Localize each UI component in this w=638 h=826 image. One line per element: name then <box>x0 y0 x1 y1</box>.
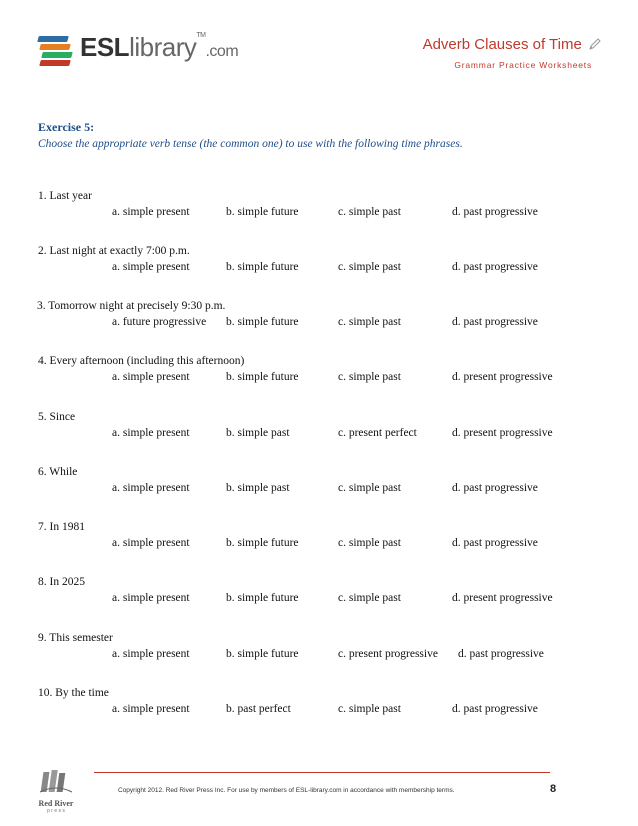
question-item <box>38 466 618 498</box>
option-a[interactable]: a. simple present <box>112 592 190 604</box>
option-d[interactable]: d. present progressive <box>452 427 553 439</box>
press-logo-name: Red River <box>38 799 74 808</box>
option-b[interactable]: b. simple past <box>226 427 290 439</box>
worksheet-title <box>423 36 602 53</box>
question-item <box>38 245 618 277</box>
option-b[interactable]: b. simple past <box>226 482 290 494</box>
logo-wordmark <box>80 32 238 63</box>
copyright-text: Copyright 2012. Red River Press Inc. For use by members of ESL-library.com in accordance with membership terms. <box>118 787 455 794</box>
question-item <box>38 355 618 387</box>
question-prompt: 3. Tomorrow night at precisely 9:30 p.m. <box>37 300 226 312</box>
esl-library-logo[interactable] <box>38 30 238 74</box>
option-a[interactable]: a. simple present <box>112 206 190 218</box>
question-prompt: 7. In 1981 <box>38 521 85 533</box>
option-b[interactable]: b. simple future <box>226 261 299 273</box>
answer-options <box>38 648 618 664</box>
option-d[interactable]: d. past progressive <box>452 537 538 549</box>
pencil-icon <box>588 37 602 51</box>
option-c[interactable]: c. simple past <box>338 537 401 549</box>
option-c[interactable]: c. simple past <box>338 261 401 273</box>
option-b[interactable]: b. simple future <box>226 206 299 218</box>
answer-options <box>38 316 618 332</box>
option-d[interactable]: d. past progressive <box>458 648 544 660</box>
option-a[interactable]: a. simple present <box>112 703 190 715</box>
question-prompt: 9. This semester <box>38 632 113 644</box>
question-item <box>38 632 618 664</box>
answer-options <box>38 371 618 387</box>
answer-options <box>38 703 618 719</box>
option-c[interactable]: c. simple past <box>338 482 401 494</box>
option-b[interactable]: b. simple future <box>226 537 299 549</box>
option-c[interactable]: c. present progressive <box>338 648 438 660</box>
question-prompt: 8. In 2025 <box>38 576 85 588</box>
worksheet-subtitle: Grammar Practice Worksheets <box>454 60 592 70</box>
option-d[interactable]: d. past progressive <box>452 482 538 494</box>
question-item <box>38 521 618 553</box>
question-prompt: 5. Since <box>38 411 76 423</box>
answer-options <box>38 427 618 443</box>
press-logo-sub: p r e s s <box>47 808 65 814</box>
option-a[interactable]: a. simple present <box>112 427 190 439</box>
option-a[interactable]: a. simple present <box>112 537 190 549</box>
books-icon <box>38 34 72 68</box>
question-item <box>38 576 618 608</box>
answer-options <box>38 482 618 498</box>
answer-options <box>38 206 618 222</box>
option-d[interactable]: d. present progressive <box>452 371 553 383</box>
page-number: 8 <box>550 783 557 795</box>
option-d[interactable]: d. past progressive <box>452 261 538 273</box>
option-d[interactable]: d. past progressive <box>452 316 538 328</box>
exercise-instruction: Choose the appropriate verb tense (the common one) to use with the following time phrases. <box>38 138 463 150</box>
footer-divider <box>94 772 550 773</box>
option-d[interactable]: d. present progressive <box>452 592 553 604</box>
option-d[interactable]: d. past progressive <box>452 703 538 715</box>
logo-rest: library <box>129 32 197 62</box>
answer-options <box>38 592 618 608</box>
question-prompt: 10. By the time <box>38 687 109 699</box>
option-d[interactable]: d. past progressive <box>452 206 538 218</box>
exercise-title: Exercise 5: <box>38 120 95 134</box>
option-b[interactable]: b. simple future <box>226 592 299 604</box>
question-prompt: 2. Last night at exactly 7:00 p.m. <box>38 245 190 257</box>
question-prompt: 6. While <box>38 466 78 478</box>
option-b[interactable]: b. simple future <box>226 371 299 383</box>
option-c[interactable]: c. present perfect <box>338 427 417 439</box>
option-c[interactable]: c. simple past <box>338 316 401 328</box>
answer-options <box>38 261 618 277</box>
logo-com: .com <box>205 43 239 60</box>
logo-bold: ESL <box>80 32 130 62</box>
option-c[interactable]: c. simple past <box>338 371 401 383</box>
option-a[interactable]: a. simple present <box>112 261 190 273</box>
option-c[interactable]: c. simple past <box>338 206 401 218</box>
question-item <box>38 411 618 443</box>
red-river-press-logo <box>36 768 76 818</box>
option-b[interactable]: b. past perfect <box>226 703 291 715</box>
answer-options <box>38 537 618 553</box>
question-item <box>38 687 618 719</box>
question-item <box>38 300 618 332</box>
option-c[interactable]: c. simple past <box>338 703 401 715</box>
option-b[interactable]: b. simple future <box>226 316 299 328</box>
option-a[interactable]: a. simple present <box>112 648 190 660</box>
question-prompt: 4. Every afternoon (including this afternoon) <box>38 355 245 367</box>
question-item <box>38 190 618 222</box>
option-a[interactable]: a. simple present <box>112 371 190 383</box>
option-a[interactable]: a. future progressive <box>112 316 207 328</box>
option-b[interactable]: b. simple future <box>226 648 299 660</box>
worksheet-title-text: Adverb Clauses of Time <box>422 36 582 53</box>
option-c[interactable]: c. simple past <box>338 592 401 604</box>
option-a[interactable]: a. simple present <box>112 482 190 494</box>
press-logo-icon <box>36 768 76 794</box>
question-prompt: 1. Last year <box>38 190 92 202</box>
logo-tm: TM <box>196 32 206 39</box>
